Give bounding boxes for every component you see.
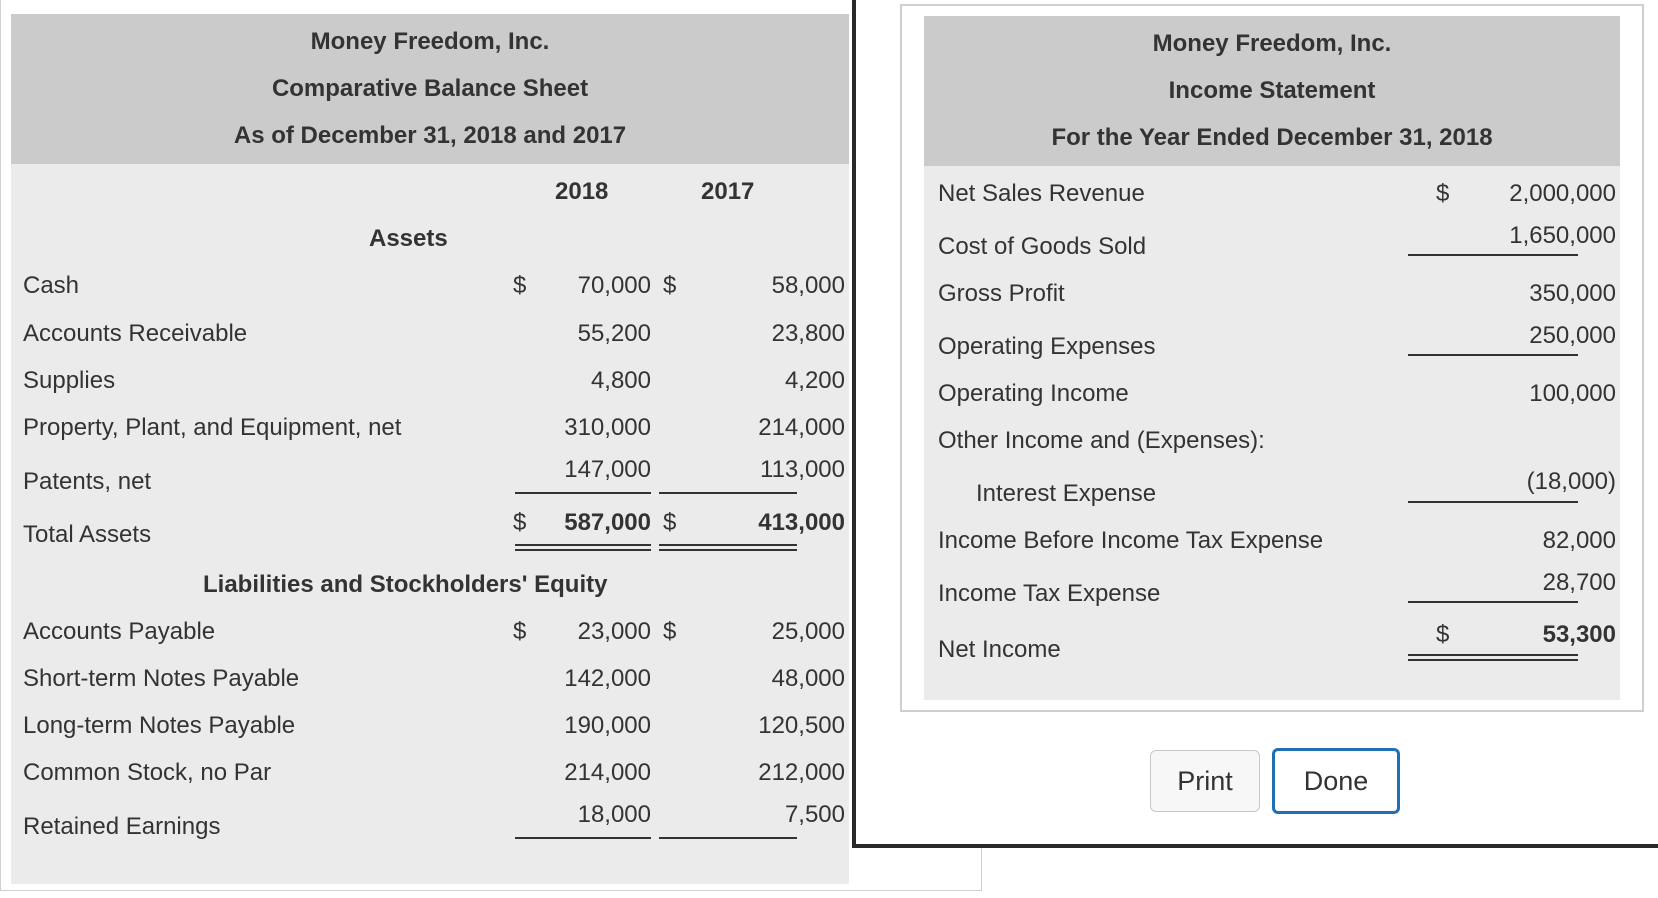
is-subtitle: For the Year Ended December 31, 2018: [1051, 124, 1493, 151]
liability-row-long-term-notes: [11, 712, 849, 752]
value-2017: 214,000: [758, 414, 845, 441]
is-value: 1,650,000: [1509, 222, 1616, 249]
value-2017: 48,000: [771, 665, 845, 692]
total-assets-2017: 413,000: [758, 509, 845, 536]
value-2017: 25,000: [771, 618, 845, 645]
asset-row-supplies: [11, 367, 849, 407]
value-2017: 212,000: [758, 759, 845, 786]
dollar-sign: $: [1436, 180, 1450, 207]
value-2018: 190,000: [564, 712, 651, 739]
value-2018: 23,000: [577, 618, 651, 645]
underline: [659, 837, 797, 839]
dollar-sign: $: [663, 509, 677, 536]
balance-sheet-body: [11, 164, 849, 884]
income-statement-dialog: [852, 0, 1658, 848]
double-underline: [515, 544, 651, 551]
double-underline: [1408, 654, 1578, 661]
value-2018: 214,000: [564, 759, 651, 786]
is-label: Cost of Goods Sold: [938, 233, 1147, 260]
asset-label: Patents, net: [23, 468, 152, 495]
is-value: 250,000: [1529, 322, 1616, 349]
bs-title: Comparative Balance Sheet: [271, 75, 589, 102]
equity-row-retained-earnings: [11, 801, 849, 841]
dollar-sign: $: [513, 272, 527, 299]
underline: [1408, 254, 1578, 256]
value-2018: 4,800: [590, 367, 651, 394]
is-value: 28,700: [1542, 569, 1616, 596]
done-button[interactable]: Done: [1272, 748, 1400, 814]
is-value: 82,000: [1542, 527, 1616, 554]
liability-label: Common Stock, no Par: [23, 759, 272, 786]
is-title: Income Statement: [1168, 77, 1376, 104]
is-label: Gross Profit: [938, 280, 1065, 307]
value-2017: 58,000: [771, 272, 845, 299]
asset-row-accounts-receivable: [11, 320, 849, 360]
is-value: (18,000): [1526, 468, 1616, 495]
liability-row-accounts-payable: [11, 618, 849, 658]
is-label: Income Tax Expense: [938, 580, 1161, 607]
asset-row-cash: [11, 272, 849, 312]
bs-company-name: Money Freedom, Inc.: [310, 28, 550, 55]
total-assets-row: [11, 509, 849, 549]
asset-label: Supplies: [23, 367, 116, 394]
total-assets-2018: 587,000: [564, 509, 651, 536]
underline: [515, 837, 651, 839]
is-value: 350,000: [1529, 280, 1616, 307]
underline: [515, 492, 651, 494]
value-2017: 23,800: [771, 320, 845, 347]
double-underline: [659, 544, 797, 551]
balance-sheet-table: [11, 14, 849, 884]
is-label: Other Income and (Expenses):: [938, 427, 1265, 454]
liability-label: Short-term Notes Payable: [23, 665, 300, 692]
is-company-name: Money Freedom, Inc.: [1152, 30, 1392, 57]
is-label: Operating Income: [938, 380, 1129, 407]
asset-label: Accounts Receivable: [23, 320, 248, 347]
liability-row-short-term-notes: [11, 665, 849, 705]
dollar-sign: $: [1436, 621, 1450, 648]
col-header-2017: 2017: [701, 178, 755, 205]
asset-row-patents: [11, 456, 849, 496]
is-label: Income Before Income Tax Expense: [938, 527, 1324, 554]
is-value: 2,000,000: [1509, 180, 1616, 207]
value-2018: 55,200: [577, 320, 651, 347]
value-2017: 120,500: [758, 712, 845, 739]
value-2018: 70,000: [577, 272, 651, 299]
underline: [659, 492, 797, 494]
value-2018: 142,000: [564, 665, 651, 692]
assets-heading: Assets: [369, 225, 448, 252]
total-assets-label: Total Assets: [23, 521, 152, 548]
dollar-sign: $: [513, 509, 527, 536]
is-label: Net Income: [938, 636, 1061, 663]
is-value: 100,000: [1529, 380, 1616, 407]
liabilities-heading: Liabilities and Stockholders' Equity: [203, 571, 608, 598]
liability-label: Long-term Notes Payable: [23, 712, 296, 739]
value-2017: 4,200: [784, 367, 845, 394]
col-header-2018: 2018: [555, 178, 609, 205]
print-button[interactable]: Print: [1150, 750, 1260, 812]
underline: [1408, 501, 1578, 503]
is-label: Net Sales Revenue: [938, 180, 1145, 207]
value-2018: 147,000: [564, 456, 651, 483]
asset-label: Cash: [23, 272, 80, 299]
is-label: Operating Expenses: [938, 333, 1156, 360]
dollar-sign: $: [663, 618, 677, 645]
asset-label: Property, Plant, and Equipment, net: [23, 414, 402, 441]
underline: [1408, 601, 1578, 603]
liability-label: Accounts Payable: [23, 618, 216, 645]
value-2017: 113,000: [760, 456, 845, 483]
value-2017: 7,500: [784, 801, 845, 828]
liability-label: Retained Earnings: [23, 813, 221, 840]
value-2018: 310,000: [564, 414, 651, 441]
value-2018: 18,000: [577, 801, 651, 828]
is-label: Interest Expense: [976, 480, 1157, 507]
asset-row-ppe: [11, 414, 849, 454]
income-statement-body: [924, 166, 1620, 700]
dollar-sign: $: [663, 272, 677, 299]
net-income-value: 53,300: [1542, 621, 1616, 648]
income-statement-table: [900, 4, 1644, 712]
dollar-sign: $: [513, 618, 527, 645]
equity-row-common-stock: [11, 759, 849, 799]
underline: [1408, 354, 1578, 356]
income-statement-header: [924, 16, 1620, 166]
bs-subtitle: As of December 31, 2018 and 2017: [233, 122, 627, 149]
balance-sheet-header: [11, 14, 849, 164]
